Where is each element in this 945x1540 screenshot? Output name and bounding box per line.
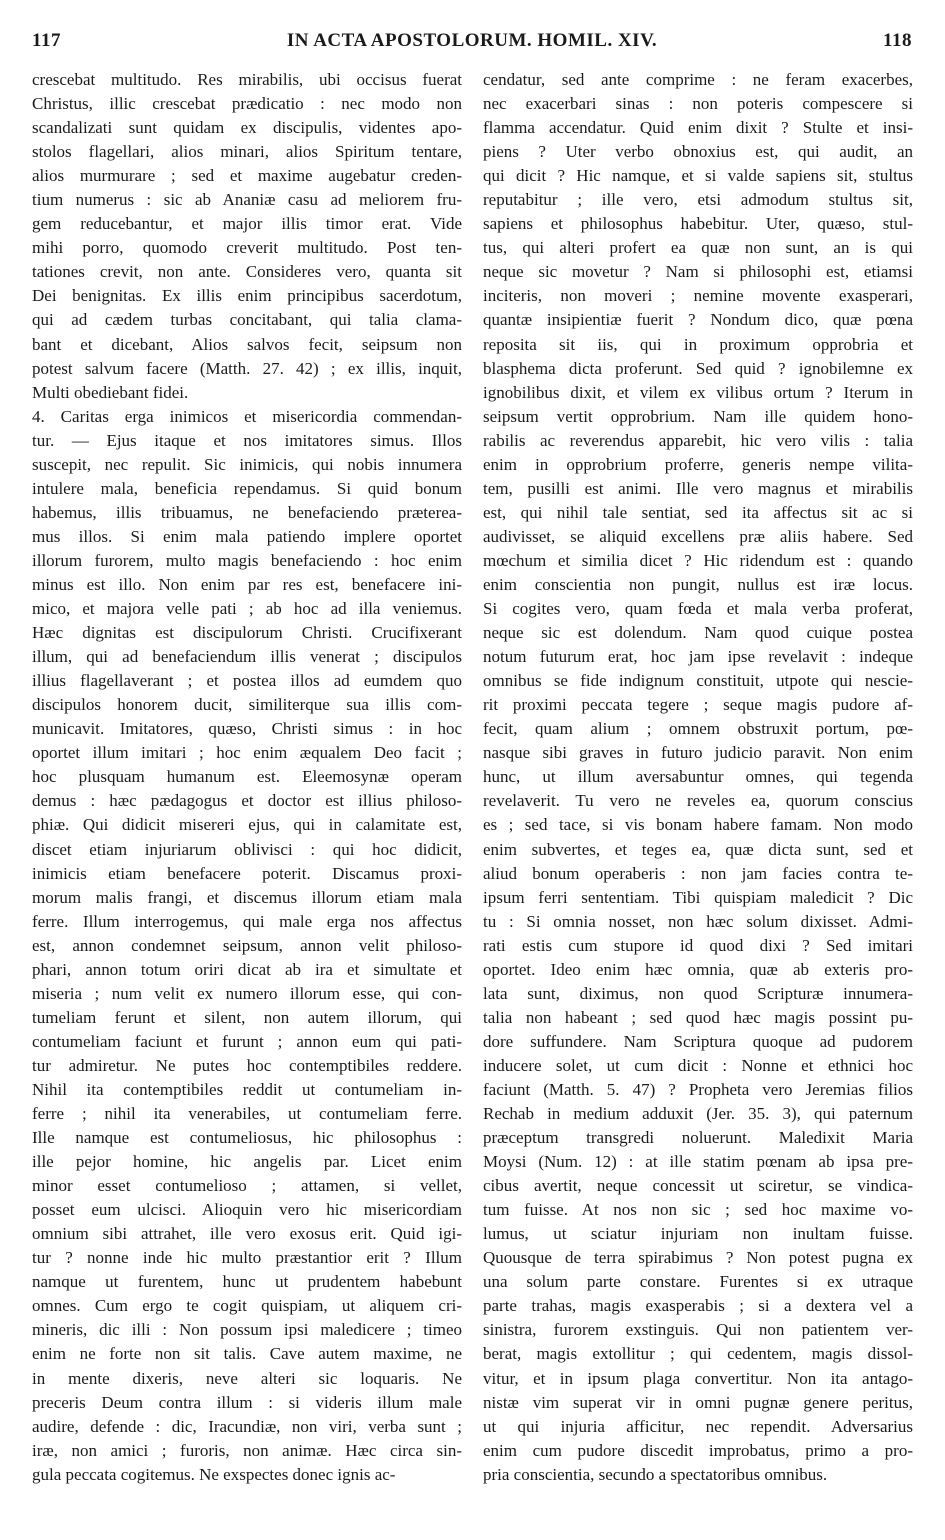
text-line: inciteris, non moveri ; nemine movente exasperari, (483, 286, 913, 306)
text-line: tumeliam ferunt et silent, non autem illorum, qui (32, 1007, 462, 1027)
text-line: Rechab in medium adduxit (Jer. 35. 3), qui paternum (483, 1104, 913, 1124)
text-line: illorum furorem, multo magis benefaciendo : hoc enim (32, 550, 462, 570)
running-title: IN ACTA APOSTOLORUM. HOMIL. XIV. (286, 30, 658, 51)
text-line: est, annon condemnet seipsum, annon velit philoso- (32, 935, 462, 955)
text-line: gula peccata cogitemus. Ne exspectes donec ignis ac- (32, 1464, 396, 1484)
text-line: hunc, ut illum aversabuntur omnes, qui tegenda (483, 767, 913, 787)
text-line: nec exacerbari sinas : non poteris compescere si (483, 94, 913, 114)
text-line: lumus, ut sciatur injuriam non inultam fuisse. (483, 1224, 913, 1244)
text-line: ut qui injuria afficitur, nec rependit. Adversarius (483, 1416, 913, 1436)
text-line: discet etiam injuriarum oblivisci : qui hoc didicit, (32, 839, 462, 859)
text-line: mineris, dic illi : Non possum ipsi maledicere ; timeo (32, 1320, 462, 1340)
text-line: vitur, et in ipsum plaga convertitur. Non ita antago- (483, 1368, 913, 1388)
text-line: faciunt (Matth. 5. 47) ? Propheta vero Jeremias filios (483, 1079, 913, 1099)
text-line: audivisset, se aliquid excellens præ aliis habere. Sed (483, 526, 913, 546)
text-line: Christus, illic crescebat prædicatio : nec modo non (32, 94, 462, 114)
text-line: minus est illo. Non enim par res est, benefacere ini- (32, 574, 462, 594)
text-line: reposita sit iis, qui in proximum opprobria et (483, 334, 913, 354)
text-line: enim ne forte non sit talis. Cave autem maxime, ne (32, 1344, 462, 1364)
text-line: seipsum vertit opprobrium. Nam ille quidem hono- (483, 406, 913, 426)
text-line: iræ, non amici ; furoris, non animæ. Hæc circa sin- (32, 1440, 462, 1460)
text-line: preceris Deum contra illum : si videris illum male (32, 1392, 462, 1412)
text-line: miseria ; num velit ex numero illorum esse, qui con- (32, 983, 462, 1003)
text-line: una solum parte constare. Furentes si ex utraque (483, 1272, 913, 1292)
text-line: tationes crevit, non ante. Consideres vero, quanta sit (32, 262, 462, 282)
text-line: fecit, quam alium ; omnem obstruxit portum, pœ- (483, 719, 913, 739)
text-line: oportet illum imitari ; hoc enim æqualem Deo facit ; (32, 743, 462, 763)
text-line: qui dicit ? Hic namque, et si valde sapiens sit, stultus (483, 166, 913, 186)
text-line: tus, qui alteri profert ea quæ non sunt, an is qui (483, 238, 913, 258)
text-line: tum fuisse. At nos non sic ; sed hoc maxime vo- (483, 1200, 913, 1220)
text-line: flamma accendatur. Quid enim dixit ? Stulte et insi- (483, 118, 913, 138)
text-line: sinistra, furorem exstinguis. Qui non patientem ver- (483, 1320, 913, 1340)
text-line: tur ? nonne inde hic multo præstantior erit ? Illum (32, 1248, 462, 1268)
text-line: illum, qui ad benefaciendum illis venerat ; discipulos (32, 647, 462, 667)
text-line: minor esset contumelioso ; attamen, si vellet, (32, 1176, 462, 1196)
text-line: oportet. Ideo enim hæc omnia, quæ ab exteris pro- (483, 959, 913, 979)
text-line: nistæ vim superat vir in omni pugnæ genere peritus, (483, 1392, 913, 1412)
text-line: enim conscientia non pungit, nullus est iræ locus. (483, 574, 913, 594)
text-line: phari, annon totum oriri dicat ab ira et simultate et (32, 959, 462, 979)
text-line: es ; sed tace, si vis bonam habere famam. Non modo (483, 815, 913, 835)
text-line: inimicis etiam benefacere poterit. Discamus proxi- (32, 863, 462, 883)
text-line: cibus avertit, neque concessit ut sciretur, se vindica- (483, 1176, 913, 1196)
text-line: ipsum ferri sententiam. Tibi quispiam maledicit ? Dic (483, 887, 913, 907)
text-line: tem, pusilli est animi. Ille vero magnus et mirabilis (483, 478, 913, 498)
text-line: potest salvum facere (Matth. 27. 42) ; ex illis, inquit, (32, 358, 462, 378)
text-line: tu : Si omnia nosset, non hæc solum dixisset. Admi- (483, 911, 913, 931)
text-line: enim cum pudore discedit improbatus, primo a pro- (483, 1440, 913, 1460)
text-line: mico, et majora velle pati ; ab hoc ad illa veniemus. (32, 599, 462, 619)
text-line: omnibus se fide indignum constituit, utpote qui nescie- (483, 671, 913, 691)
text-line: piens ? Uter verbo obnoxius est, qui audit, an (483, 142, 913, 162)
text-line: inducere solet, ut cum dicit : Nonne et ethnici hoc (483, 1055, 913, 1075)
text-line: illius flagellaverant ; et postea illos ad eumdem quo (32, 671, 462, 691)
text-line: namque ut furentem, hunc ut prudentem habebunt (32, 1272, 462, 1292)
text-line: ferre ; nihil ita venerabiles, ut contumeliam ferre. (32, 1104, 462, 1124)
text-line: crescebat multitudo. Res mirabilis, ubi occisus fuerat (32, 70, 462, 89)
text-line: rabilis ac reverendus apparebit, hic vero vilis : talia (483, 430, 913, 450)
text-line: mihi porro, quomodo creverit multitudo. Post ten- (32, 238, 462, 258)
text-line: municavit. Imitatores, quæso, Christi simus : in hoc (32, 719, 462, 739)
text-line: revelaverit. Tu vero ne reveles ea, quorum conscius (483, 791, 913, 811)
text-line: sapiens et philosophus habebitur. Uter, quæso, stul- (483, 214, 913, 234)
text-line: demus : hæc pædagogus et doctor est illius philoso- (32, 791, 462, 811)
text-line: morum malis frangi, et discemus illorum etiam mala (32, 887, 462, 907)
text-line: tur. — Ejus itaque et nos imitatores simus. Illos (32, 430, 462, 450)
text-line: posset eum ulcisci. Alioquin vero hic misericordiam (32, 1200, 462, 1220)
text-line: Si cogites vero, quam fœda et mala verba proferat, (483, 599, 913, 619)
text-line: Nihil ita contemptibiles reddit ut contumeliam in- (32, 1079, 462, 1099)
text-line: Dei benignitas. Ex illis enim principibus sacerdotum, (32, 286, 462, 306)
right-text-column (483, 68, 913, 1508)
text-line: nasque sibi graves in futuro judicio paravit. Non enim (483, 743, 913, 763)
left-text-column (32, 68, 462, 1508)
text-line: stolos flagellari, alios minari, alios Spiritum tentare, (32, 142, 462, 162)
text-line: aliud bonum operaberis : non jam facies contra te- (483, 863, 913, 883)
text-line: neque sic movetur ? Nam si philosophi est, etiamsi (483, 262, 913, 282)
text-line: dore suffundere. Nam Scriptura quoque ad pudorem (483, 1031, 913, 1051)
text-line: præceptum transgredi noluerunt. Maledixit Maria (483, 1128, 913, 1148)
text-line: tium numerus : sic ab Ananiæ casu ad meliorem fru- (32, 190, 462, 210)
text-line: Ille namque est contumeliosus, hic philosophus : (32, 1128, 462, 1148)
text-line: omnium sibi attrahet, ille vero exosus erit. Quid igi- (32, 1224, 462, 1244)
text-line: mus illos. Si enim mala patiendo implere oportet (32, 526, 462, 546)
text-line: mœchum et similia dicet ? Hic ridendum est : quando (483, 550, 913, 570)
text-line: discipulos honorem ducit, similiterque sua illis com- (32, 695, 462, 715)
text-line: est, qui nihil tale sentiat, sed ita affectus sit ac si (483, 502, 913, 522)
text-line: talia non habeant ; sed quod hæc magis possint pu- (483, 1007, 913, 1027)
text-line: suscepit, nec repulit. Sic inimicis, qui nobis innumera (32, 454, 462, 474)
text-line: Hæc dignitas est discipulorum Christi. Crucifixerant (32, 623, 462, 643)
text-line: bant et dicebant, Alios salvos fecit, seipsum non (32, 334, 462, 354)
text-line: rati estis cum stupore id quod dixi ? Sed imitari (483, 935, 913, 955)
text-line: ille pejor homine, hic angelis par. Licet enim (32, 1152, 462, 1172)
text-line: neque sic est dolendum. Nam quod cuique postea (483, 623, 913, 643)
page-number-left: 117 (32, 30, 61, 51)
text-line: phiæ. Qui didicit misereri ejus, qui in calamitate est, (32, 815, 462, 835)
text-line: qui ad cædem turbas concitabant, qui talia clama- (32, 310, 462, 330)
text-line: tur admiretur. Ne putes hoc contemptibiles reddere. (32, 1055, 462, 1075)
text-line: alios murmurare ; sed et maxime augebatur creden- (32, 166, 462, 186)
text-line: in mente dixeris, neve alteri sic loquaris. Ne (32, 1368, 462, 1388)
text-line: intulere mala, beneficia rependamus. Si quid bonum (32, 478, 462, 498)
text-line: notum futurum erat, hoc jam ipse revelavit : indeque (483, 647, 913, 667)
page-number-right: 118 (883, 30, 912, 51)
running-header (32, 30, 912, 60)
text-line: parte trahas, magis exasperabis ; si a dextera vel a (483, 1296, 913, 1316)
text-line: berat, magis extollitur ; qui cedentem, magis dissol- (483, 1344, 913, 1364)
text-line: habemus, illis tribuamus, ne benefaciendo prætereа- (32, 502, 462, 522)
text-line: lata sunt, diximus, non quod Scripturæ innumera- (483, 983, 913, 1003)
text-line: quantæ insipientiæ fuerit ? Nondum dico, quæ pœna (483, 310, 913, 330)
text-line: pria conscientia, secundo a spectatoribus omnibus. (483, 1464, 828, 1484)
text-line: omnes. Cum ergo te cogit quispiam, ut aliquem cri- (32, 1296, 462, 1316)
text-line: 4. Caritas erga inimicos et misericordia commendan- (32, 406, 462, 426)
text-line: blasphema dicta proferunt. Sed quid ? ignobilemne ex (483, 358, 913, 378)
text-line: Quousque de terra spirabimus ? Non potest pugna ex (483, 1248, 913, 1268)
text-line: reputabitur ; ille vero, etsi admodum stultus sit, (483, 190, 913, 210)
text-line: ferre. Illum interrogemus, qui male erga nos affectus (32, 911, 462, 931)
text-line: cendatur, sed ante comprime : ne feram exacerbes, (483, 70, 913, 89)
text-line: ignobilibus dixit, et vilem ex vilibus ortum ? Iterum in (483, 382, 913, 402)
text-line: contumeliam faciunt et furunt ; annon eum qui pati- (32, 1031, 462, 1051)
text-line: Multi obediebant fidei. (32, 382, 189, 402)
text-line: enim in opprobrium proferre, generis nempe vilita- (483, 454, 913, 474)
text-line: gem reducebantur, et major illis timor erat. Vide (32, 214, 462, 234)
text-line: rit proximi peccata tegere ; seque magis pudore af- (483, 695, 913, 715)
text-line: Moysi (Num. 12) : at ille statim pœnam ab ipsa pre- (483, 1152, 913, 1172)
text-line: audire, defende : dic, Iracundiæ, non viri, verba sunt ; (32, 1416, 462, 1436)
text-line: enim subvertes, et teges ea, quæ dicta sunt, sed et (483, 839, 913, 859)
text-line: hoc plusquam humanum est. Eleemosynæ operam (32, 767, 462, 787)
text-line: scandalizati sunt quidam ex discipulis, videntes apo- (32, 118, 462, 138)
